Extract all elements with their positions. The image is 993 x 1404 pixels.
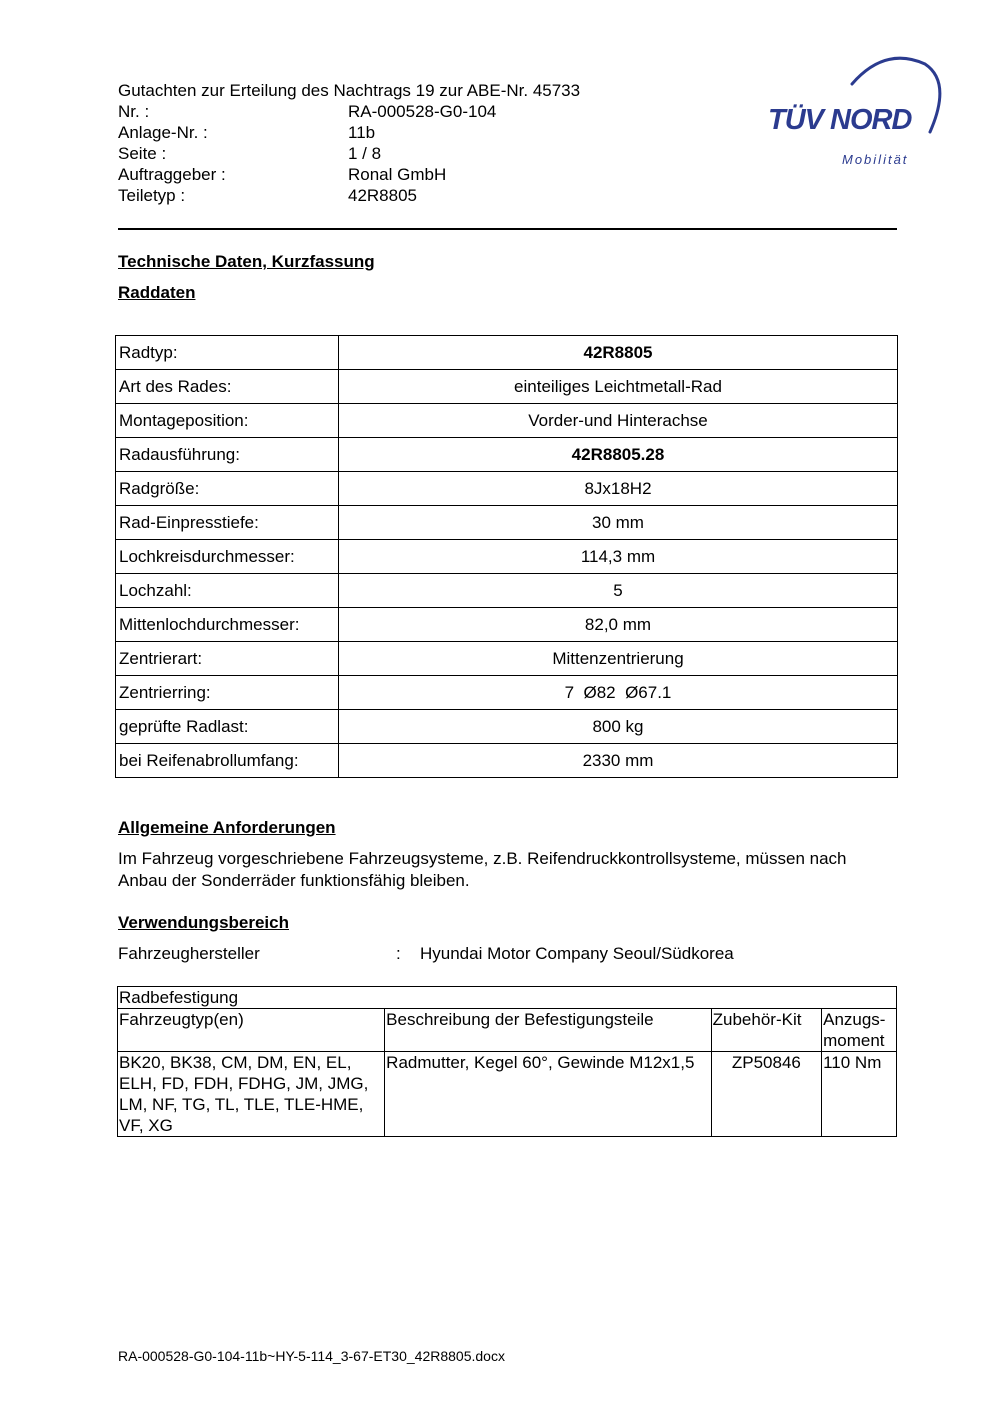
header-label: Nr. : — [118, 102, 150, 121]
manufacturer-value: Hyundai Motor Company Seoul/Südkorea — [420, 944, 734, 963]
wheel-data-table — [115, 335, 898, 778]
table-row — [116, 642, 898, 676]
header-label: Seite : — [118, 144, 167, 163]
usage-heading: Verwendungsbereich — [118, 913, 289, 932]
wheel-label: Radtyp: — [116, 336, 339, 370]
table-row — [116, 370, 898, 404]
wheel-value: einteiliges Leichtmetall-Rad — [339, 370, 898, 404]
wheel-value: 5 — [339, 574, 898, 608]
header-label: Teiletyp : — [118, 186, 186, 205]
wheel-label: Lochkreisdurchmesser: — [116, 540, 339, 574]
header-value: 42R8805 — [348, 186, 418, 205]
fixing-table-title: Radbefestigung — [118, 987, 897, 1009]
header-row-part-type — [118, 185, 618, 206]
wheel-value: 8Jx18H2 — [339, 472, 898, 506]
table-row — [118, 1052, 897, 1137]
table-row — [116, 472, 898, 506]
wheel-fixing-table — [117, 986, 897, 1137]
wheel-value: 82,0 mm — [339, 608, 898, 642]
torque-cell: 110 Nm — [822, 1052, 897, 1137]
fixing-description-cell: Radmutter, Kegel 60°, Gewinde M12x1,5 — [385, 1052, 711, 1137]
table-row — [116, 676, 898, 710]
wheel-label: Zentrierring: — [116, 676, 339, 710]
wheel-label: Rad-Einpresstiefe: — [116, 506, 339, 540]
wheel-value: 7 Ø82 Ø67.1 — [339, 676, 898, 710]
wheel-label: Radgröße: — [116, 472, 339, 506]
wheel-label: Radausführung: — [116, 438, 339, 472]
table-row — [116, 608, 898, 642]
column-header: Beschreibung der Befestigungsteile — [385, 1009, 711, 1052]
header-divider — [118, 228, 897, 230]
table-row — [116, 574, 898, 608]
wheel-label: Lochzahl: — [116, 574, 339, 608]
table-row — [116, 744, 898, 778]
wheel-data-heading: Raddaten — [118, 283, 196, 302]
wheel-label: geprüfte Radlast: — [116, 710, 339, 744]
wheel-value: Vorder-und Hinterachse — [339, 404, 898, 438]
accessory-kit-cell: ZP50846 — [711, 1052, 821, 1137]
table-row — [116, 404, 898, 438]
requirements-heading: Allgemeine Anforderungen — [118, 818, 336, 837]
header-value: Ronal GmbH — [348, 165, 447, 184]
table-row — [116, 710, 898, 744]
report-title: Gutachten zur Erteilung des Nachtrags 19 zur ABE-Nr. 45733 — [118, 81, 581, 100]
wheel-label: bei Reifenabrollumfang: — [116, 744, 339, 778]
wheel-value: 2330 mm — [339, 744, 898, 778]
header-value: RA-000528-G0-104 — [348, 102, 497, 121]
requirements-text: Im Fahrzeug vorgeschriebene Fahrzeugsysteme, z.B. Reifendruckkontrollsysteme, müssen nach Anbau der Sonderräder funktionsfähig bleiben. — [118, 849, 847, 890]
section-title: Technische Daten, Kurzfassung — [118, 252, 375, 271]
wheel-value: 42R8805 — [339, 336, 898, 370]
table-row — [116, 540, 898, 574]
table-header-row — [118, 1009, 897, 1052]
wheel-value: 800 kg — [339, 710, 898, 744]
column-header: Anzugs-moment — [822, 1009, 897, 1052]
column-header: Fahrzeugtyp(en) — [118, 1009, 385, 1052]
logo-sub-text: Mobilität — [842, 152, 909, 167]
header-row-client — [118, 164, 618, 185]
header-row-page — [118, 143, 618, 164]
table-row — [116, 336, 898, 370]
wheel-value: 30 mm — [339, 506, 898, 540]
header-row-number — [118, 101, 618, 122]
manufacturer-label: Fahrzeughersteller — [118, 944, 260, 963]
wheel-label: Montageposition: — [116, 404, 339, 438]
header-label: Anlage-Nr. : — [118, 123, 208, 142]
wheel-label: Zentrierart: — [116, 642, 339, 676]
table-row — [118, 987, 897, 1009]
logo-brand-text: TÜV NORD — [768, 104, 912, 136]
header-value: 11b — [348, 123, 376, 142]
header-label: Auftraggeber : — [118, 165, 226, 184]
table-row — [116, 438, 898, 472]
wheel-value: 42R8805.28 — [339, 438, 898, 472]
column-header: Zubehör-Kit — [711, 1009, 821, 1052]
table-row — [116, 506, 898, 540]
footer-filename: RA-000528-G0-104-11b~HY-5-114_3-67-ET30_42R8805.docx — [118, 1348, 505, 1364]
wheel-label: Art des Rades: — [116, 370, 339, 404]
header-row-attachment — [118, 122, 618, 143]
wheel-label: Mittenlochdurchmesser: — [116, 608, 339, 642]
manufacturer-colon: : — [396, 944, 401, 963]
header-value: 1 / 8 — [348, 144, 382, 163]
wheel-value: Mittenzentrierung — [339, 642, 898, 676]
vehicle-types-cell: BK20, BK38, CM, DM, EN, EL, ELH, FD, FDH, FDHG, JM, JMG, LM, NF, TG, TL, TLE, TLE-HME, VF, XG — [118, 1052, 385, 1137]
wheel-value: 114,3 mm — [339, 540, 898, 574]
